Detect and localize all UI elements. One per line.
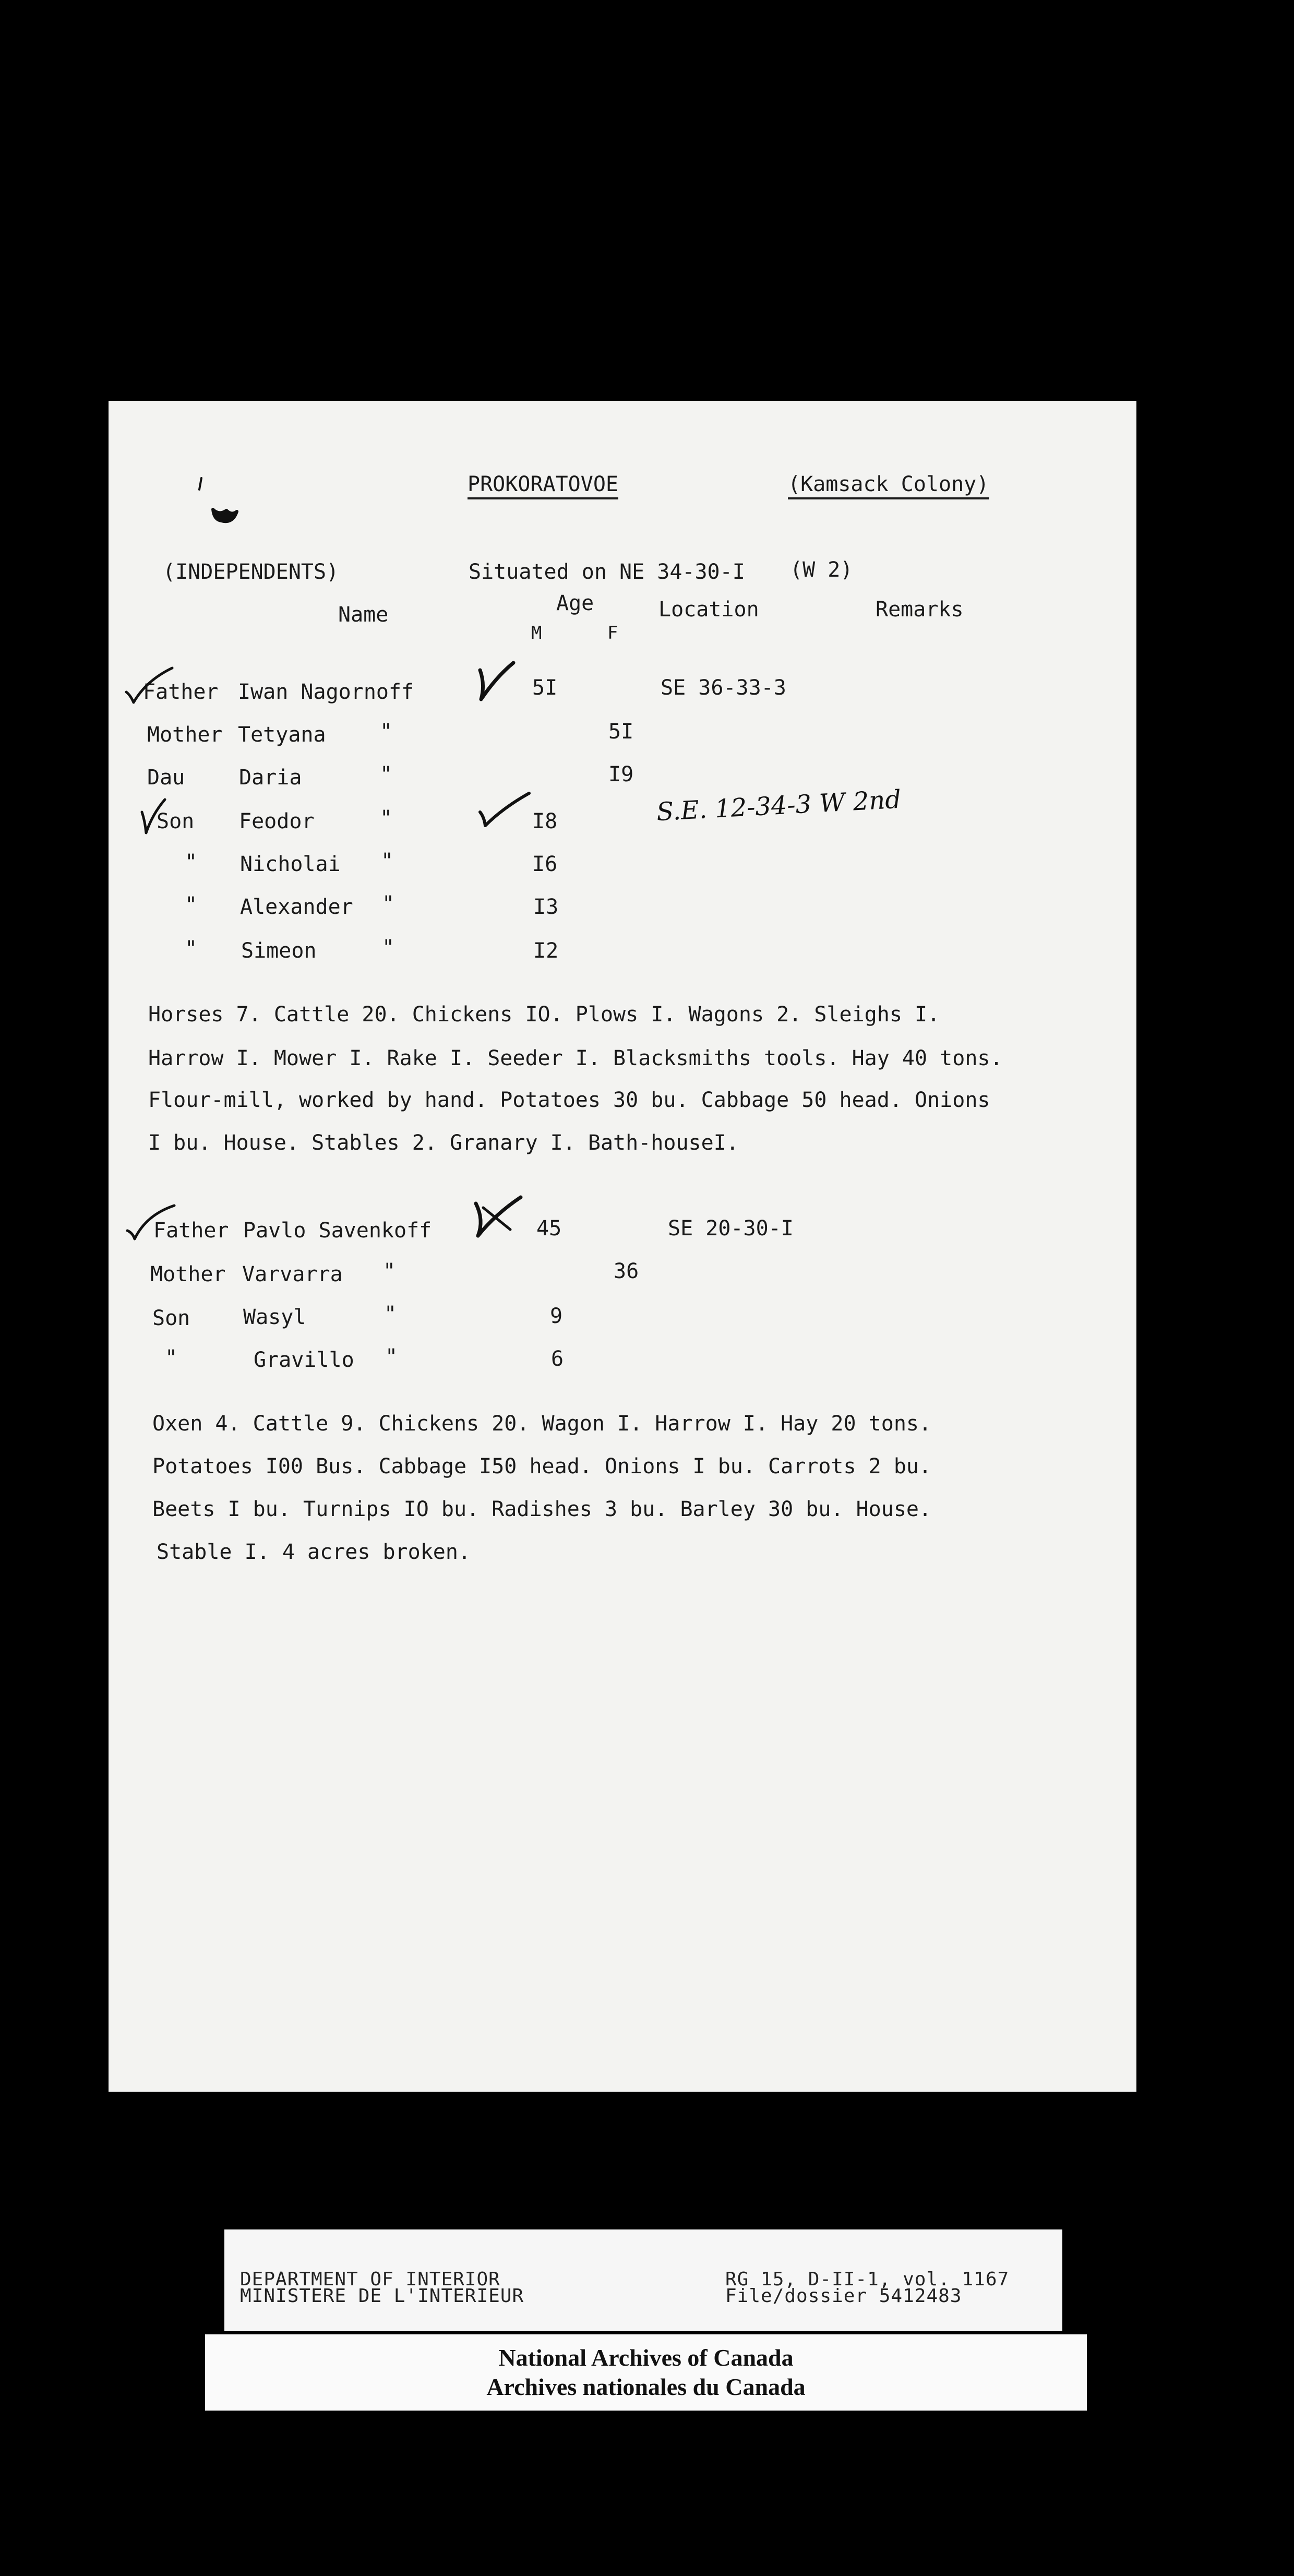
ditto-mark: " <box>384 1302 397 1326</box>
property-line: Harrow I. Mower I. Rake I. Seeder I. Blacksmiths tools. Hay 40 tons. <box>148 1046 1003 1070</box>
ditto-mark: " <box>385 1345 398 1369</box>
member-name: Feodor <box>239 809 315 833</box>
property-line: Oxen 4. Cattle 9. Chickens 20. Wagon I. Harrow I. Hay 20 tons. <box>152 1412 932 1436</box>
property-line: Beets I bu. Turnips IO bu. Radishes 3 bu. Barley 30 bu. House. <box>152 1497 932 1521</box>
age-m: 45 <box>536 1217 562 1241</box>
settlement-title: PROKORATOVOE <box>468 472 618 496</box>
age-f: 5I <box>608 720 634 744</box>
ditto-mark: " <box>380 720 393 744</box>
member-name: Alexander <box>240 895 353 919</box>
handwritten-location: S.E. 12-34-3 W 2nd <box>655 784 902 827</box>
relation: Father <box>143 680 219 704</box>
age-m: 6 <box>551 1347 564 1371</box>
ditto-mark: " <box>380 762 393 786</box>
cross-mark-icon <box>469 655 521 708</box>
column-name: Name <box>338 603 389 627</box>
relation: " <box>185 893 198 917</box>
location: SE 36-33-3 <box>661 676 786 700</box>
relation: Mother <box>150 1262 226 1286</box>
archive-label <box>205 2334 1087 2411</box>
column-location: Location <box>658 598 759 622</box>
age-m: I6 <box>532 852 558 876</box>
property-line: I bu. House. Stables 2. Granary I. Bath-houseI. <box>148 1131 739 1155</box>
checkmark-icon <box>122 665 179 707</box>
relation: Dau <box>147 766 185 790</box>
reference-file: File/dossier 5412483 <box>725 2285 962 2307</box>
member-name: Simeon <box>241 939 317 963</box>
member-name: Nicholai <box>240 852 341 876</box>
column-age-m: M <box>531 623 542 643</box>
property-line: Stable I. 4 acres broken. <box>157 1540 471 1564</box>
checkmark-icon <box>123 1201 181 1243</box>
ditto-mark: " <box>383 1259 396 1283</box>
property-line: Horses 7. Cattle 20. Chickens IO. Plows I. Wagons 2. Sleighs I. <box>148 1003 940 1027</box>
age-f: 36 <box>614 1259 639 1283</box>
cross-mark-icon <box>474 789 536 831</box>
ditto-mark: " <box>382 892 395 916</box>
relation: " <box>185 937 198 961</box>
relation: Son <box>157 809 195 833</box>
reference-volume: RG 15, D-II-1, vol. 1167 <box>725 2269 1010 2290</box>
member-name: Varvarra <box>242 1262 343 1286</box>
department-en: DEPARTMENT OF INTERIOR <box>240 2269 500 2290</box>
document-page <box>109 401 1136 2092</box>
property-line: Flour-mill, worked by hand. Potatoes 30 bu. Cabbage 50 head. Onions <box>148 1088 990 1112</box>
age-m: 9 <box>550 1304 563 1328</box>
relation: " <box>165 1346 178 1370</box>
department-fr: MINISTERE DE L'INTERIEUR <box>240 2285 524 2307</box>
ditto-mark: " <box>380 806 393 830</box>
member-name: Daria <box>239 766 302 790</box>
property-line: Potatoes I00 Bus. Cabbage I50 head. Onions I bu. Carrots 2 bu. <box>152 1454 932 1478</box>
location: SE 20-30-I <box>668 1217 794 1241</box>
relation: Mother <box>147 723 223 747</box>
checkmark-icon <box>138 796 169 838</box>
relation: Son <box>152 1306 190 1330</box>
ditto-mark: " <box>382 936 395 960</box>
age-f: I9 <box>608 762 634 786</box>
member-name: Gravillo <box>254 1348 354 1372</box>
meridian: (W 2) <box>790 558 853 582</box>
age-m: I3 <box>533 895 559 919</box>
member-name: Iwan Nagornoff <box>238 680 414 704</box>
member-name: Wasyl <box>243 1305 306 1329</box>
column-age-f: F <box>607 623 618 643</box>
age-m: I2 <box>533 939 559 963</box>
column-age: Age <box>556 591 594 615</box>
archive-name-en: National Archives of Canada <box>498 2344 794 2371</box>
archival-reference-stamp <box>224 2229 1062 2331</box>
age-m: 5I <box>532 676 558 700</box>
group-label: (INDEPENDENTS) <box>163 560 339 584</box>
archive-name-fr: Archives nationales du Canada <box>486 2374 806 2400</box>
relation: Father <box>153 1219 229 1243</box>
colony-name: (Kamsack Colony) <box>788 472 989 496</box>
age-m: I8 <box>532 809 558 833</box>
relation: " <box>185 850 198 874</box>
ditto-mark: " <box>381 849 394 873</box>
ink-blot-mark <box>187 474 249 536</box>
column-remarks: Remarks <box>876 598 964 622</box>
member-name: Pavlo Savenkoff <box>243 1219 432 1243</box>
member-name: Tetyana <box>238 723 326 747</box>
situated-on: Situated on NE 34-30-I <box>469 560 745 584</box>
cross-mark-icon <box>469 1192 526 1244</box>
